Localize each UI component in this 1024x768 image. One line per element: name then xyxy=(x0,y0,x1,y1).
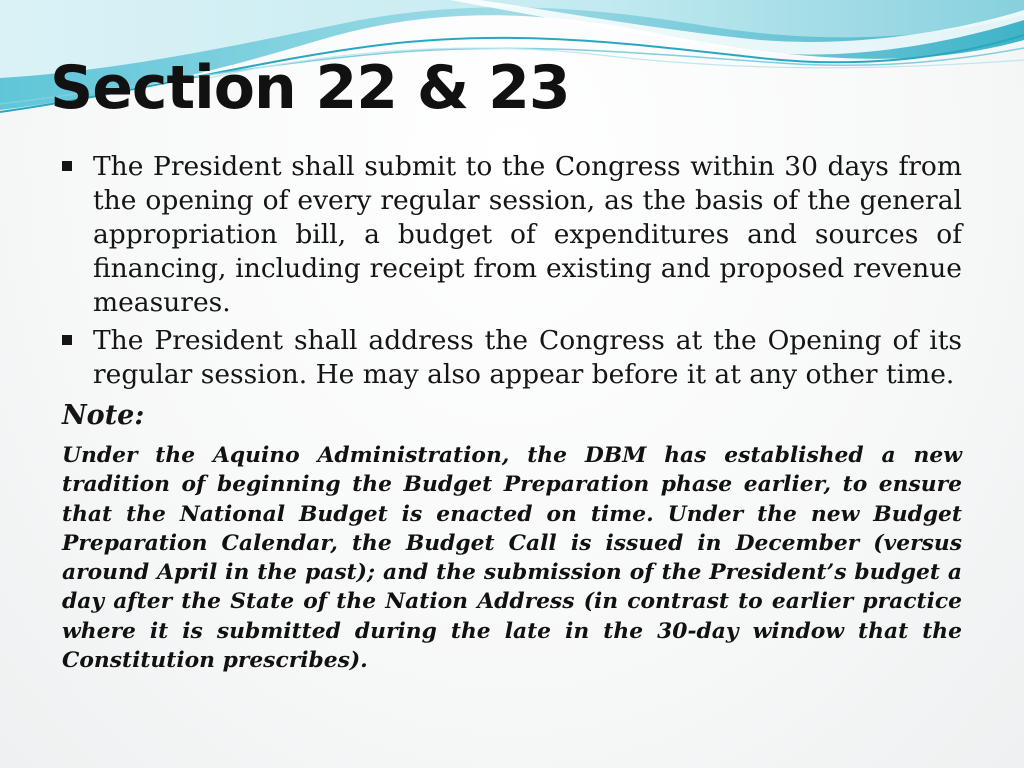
bullet-item xyxy=(62,150,962,320)
note-heading: Note: xyxy=(62,400,145,431)
bullet-item xyxy=(62,324,962,392)
bullet-text: The President shall submit to the Congress within 30 days from the opening of every regular session, as the basis of the general appropriation bill, a budget of expenditures and sources of financing, including receipt from existing and proposed revenue measures. xyxy=(93,151,962,318)
square-bullet-icon xyxy=(62,335,72,345)
slide-title: Section 22 & 23 xyxy=(50,53,570,123)
bullet-list xyxy=(62,150,962,396)
note-body: Under the Aquino Administration, the DBM has established a new tradition of beginning the Budget Preparation phase earlier, to ensure that the National Budget is enacted on time. Under the new Budget Preparation Calendar, the Budget Call is issued in December (versus around April in the past); and the submission of the President’s budget a day after the State of the Nation Address (in contrast to earlier practice where it is submitted during the late in the 30-day window that the Constitution prescribes). xyxy=(62,443,962,674)
bullet-text: The President shall address the Congress at the Opening of its regular session. He may also appear before it at any other time. xyxy=(93,325,962,390)
square-bullet-icon xyxy=(62,161,72,171)
